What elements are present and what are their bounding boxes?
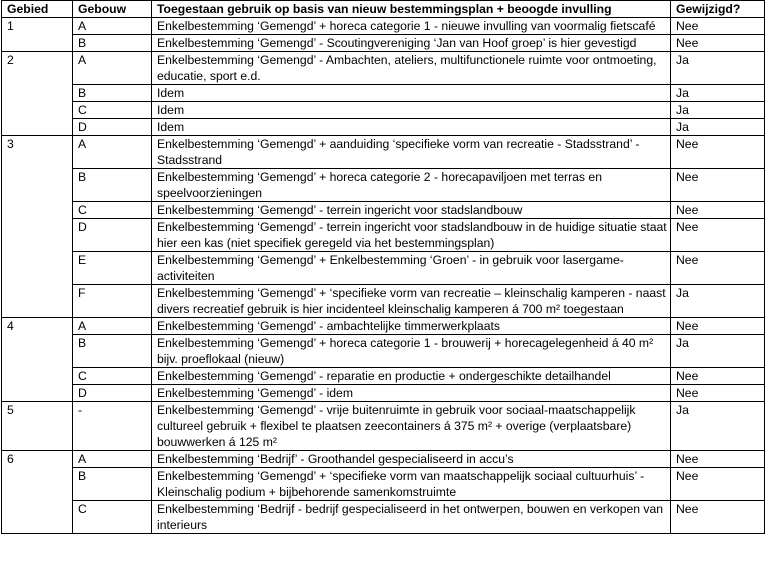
cell-gebied: 5 <box>2 402 73 451</box>
cell-gebied: 3 <box>2 136 73 318</box>
cell-gewijzigd: Nee <box>671 169 765 202</box>
cell-gewijzigd: Ja <box>671 85 765 102</box>
cell-gewijzigd: Nee <box>671 136 765 169</box>
cell-gebruik: Enkelbestemming ‘Gemengd’ - Ambachten, ateliers, multifunctionele ruimte voor ontmoeting, educatie, sport e.d. <box>152 52 671 85</box>
header-gebied: Gebied <box>2 1 73 18</box>
bestemmingsplan-table <box>1 0 765 534</box>
cell-gebruik: Enkelbestemming ‘Gemengd’ + ‘specifieke vorm van maatschappelijk sociaal cultuurhuis’ - Kleinschalig podium + bijbehorende samenkomstruimte <box>152 468 671 501</box>
table-row <box>2 119 765 136</box>
cell-gewijzigd: Ja <box>671 402 765 451</box>
cell-gewijzigd: Ja <box>671 119 765 136</box>
header-gebouw: Gebouw <box>73 1 152 18</box>
cell-gebouw: D <box>73 385 152 402</box>
cell-gebruik: Enkelbestemming ‘Gemengd’ - vrije buitenruimte in gebruik voor sociaal-maatschappelijk cultureel gebruik + flexibel te plaatsen zeecontainers á 375 m² + overige (verplaatsbare) bouwwerken á 125 m² <box>152 402 671 451</box>
cell-gebouw: B <box>73 468 152 501</box>
cell-gebruik: Enkelbestemming ‘Gemengd’ + Enkelbestemming ‘Groen’ - in gebruik voor lasergame-activiteiten <box>152 252 671 285</box>
cell-gebouw: C <box>73 202 152 219</box>
cell-gebruik: Enkelbestemming ‘Gemengd’ - terrein ingericht voor stadslandbouw in de huidige situatie staat hier een kas (niet specifiek geregeld via het bestemmingsplan) <box>152 219 671 252</box>
cell-gewijzigd: Ja <box>671 285 765 318</box>
cell-gewijzigd: Nee <box>671 35 765 52</box>
cell-gebouw: A <box>73 136 152 169</box>
cell-gebruik: Enkelbestemming ‘Gemengd’ + horeca categorie 2 - horecapaviljoen met terras en speelvoorzieningen <box>152 169 671 202</box>
table-row <box>2 335 765 368</box>
cell-gebouw: D <box>73 119 152 136</box>
cell-gebruik: Enkelbestemming ‘Gemengd’ + horeca categorie 1 - nieuwe invulling van voormalig fietscafé <box>152 18 671 35</box>
header-gebruik: Toegestaan gebruik op basis van nieuw bestemmingsplan + beoogde invulling <box>152 1 671 18</box>
table-row <box>2 451 765 468</box>
cell-gewijzigd: Nee <box>671 385 765 402</box>
cell-gebouw: D <box>73 219 152 252</box>
cell-gebied: 2 <box>2 52 73 136</box>
table-row <box>2 385 765 402</box>
table-row <box>2 169 765 202</box>
cell-gewijzigd: Ja <box>671 52 765 85</box>
table-row <box>2 52 765 85</box>
table-row <box>2 85 765 102</box>
cell-gewijzigd: Nee <box>671 219 765 252</box>
cell-gewijzigd: Nee <box>671 501 765 534</box>
cell-gewijzigd: Nee <box>671 368 765 385</box>
cell-gebouw: B <box>73 335 152 368</box>
cell-gebied: 4 <box>2 318 73 402</box>
cell-gebruik: Idem <box>152 85 671 102</box>
table-row <box>2 202 765 219</box>
cell-gebied: 6 <box>2 451 73 534</box>
cell-gebouw: B <box>73 35 152 52</box>
cell-gebouw: A <box>73 318 152 335</box>
cell-gebouw: E <box>73 252 152 285</box>
cell-gebruik: Enkelbestemming ‘Gemengd’ - reparatie en productie + ondergeschikte detailhandel <box>152 368 671 385</box>
cell-gewijzigd: Ja <box>671 102 765 119</box>
cell-gebruik: Enkelbestemming ‘Gemengd’ + aanduiding ‘specifieke vorm van recreatie - Stadsstrand’ - Stadsstrand <box>152 136 671 169</box>
header-row <box>2 1 765 18</box>
cell-gewijzigd: Nee <box>671 252 765 285</box>
cell-gewijzigd: Nee <box>671 202 765 219</box>
cell-gebouw: C <box>73 368 152 385</box>
header-gewijzigd: Gewijzigd? <box>671 1 765 18</box>
table-row <box>2 18 765 35</box>
table-row <box>2 285 765 318</box>
cell-gebouw: - <box>73 402 152 451</box>
table-row <box>2 102 765 119</box>
cell-gebouw: A <box>73 18 152 35</box>
cell-gewijzigd: Nee <box>671 318 765 335</box>
cell-gebied: 1 <box>2 18 73 52</box>
table-row <box>2 252 765 285</box>
cell-gebruik: Enkelbestemming ‘Gemengd’ - Scoutingvereniging ‘Jan van Hoof groep’ is hier gevestigd <box>152 35 671 52</box>
table-row <box>2 501 765 534</box>
cell-gebouw: C <box>73 102 152 119</box>
cell-gebouw: C <box>73 501 152 534</box>
table-row <box>2 136 765 169</box>
table-row <box>2 318 765 335</box>
table-row <box>2 402 765 451</box>
table-row <box>2 35 765 52</box>
cell-gewijzigd: Nee <box>671 468 765 501</box>
cell-gebruik: Idem <box>152 102 671 119</box>
cell-gebruik: Enkelbestemming ‘Gemengd’ + horeca categorie 1 - brouwerij + horecagelegenheid á 40 m² bijv. proeflokaal (nieuw) <box>152 335 671 368</box>
table-row <box>2 468 765 501</box>
cell-gebouw: A <box>73 52 152 85</box>
table-row <box>2 219 765 252</box>
cell-gebouw: B <box>73 169 152 202</box>
cell-gebouw: B <box>73 85 152 102</box>
cell-gebruik: Enkelbestemming ‘Gemengd’ - idem <box>152 385 671 402</box>
cell-gebouw: F <box>73 285 152 318</box>
cell-gewijzigd: Nee <box>671 451 765 468</box>
cell-gebruik: Enkelbestemming ‘Gemengd’ - ambachtelijke timmerwerkplaats <box>152 318 671 335</box>
cell-gebruik: Enkelbestemming ‘Bedrijf - bedrijf gespecialiseerd in het ontwerpen, bouwen en verkopen van interieurs <box>152 501 671 534</box>
table-row <box>2 368 765 385</box>
cell-gewijzigd: Ja <box>671 335 765 368</box>
cell-gewijzigd: Nee <box>671 18 765 35</box>
cell-gebruik: Enkelbestemming ‘Bedrijf’ - Groothandel gespecialiseerd in accu’s <box>152 451 671 468</box>
cell-gebruik: Idem <box>152 119 671 136</box>
cell-gebouw: A <box>73 451 152 468</box>
cell-gebruik: Enkelbestemming ‘Gemengd’ - terrein ingericht voor stadslandbouw <box>152 202 671 219</box>
cell-gebruik: Enkelbestemming ‘Gemengd’ + ‘specifieke vorm van recreatie – kleinschalig kamperen - naast divers recreatief gebruik is hier incidenteel kleinschalig kamperen á 700 m² toegestaan <box>152 285 671 318</box>
